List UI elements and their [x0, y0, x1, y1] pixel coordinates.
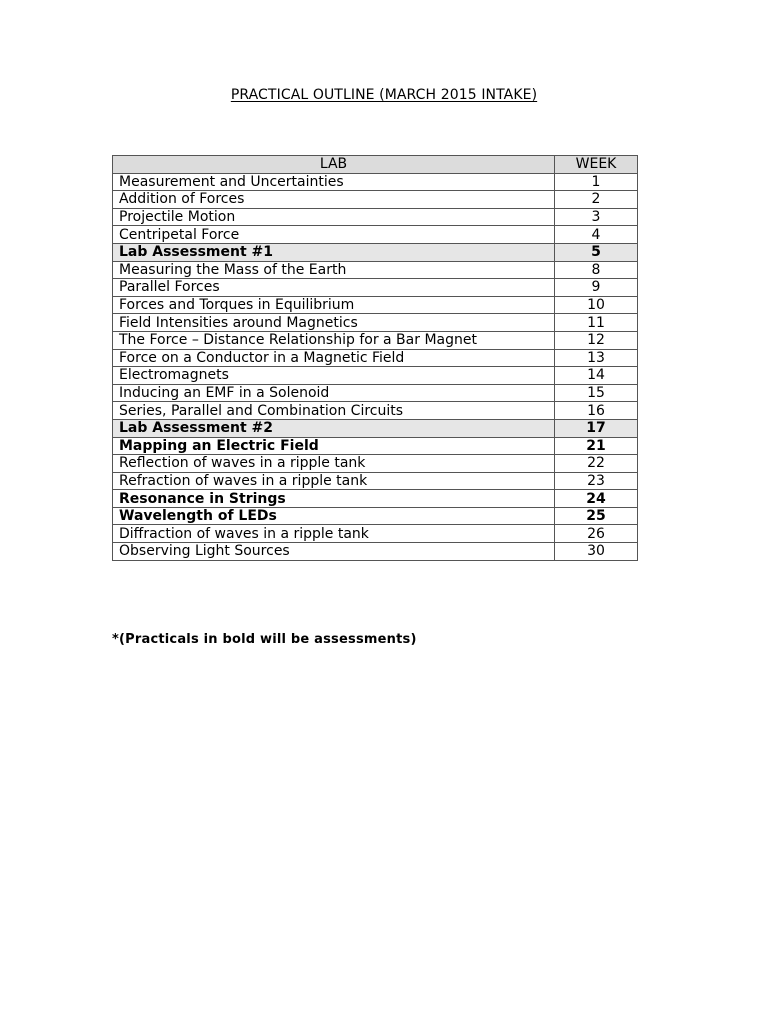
- lab-name-cell: Mapping an Electric Field: [113, 437, 555, 455]
- lab-name-cell: Measuring the Mass of the Earth: [113, 261, 555, 279]
- week-number-cell: 21: [555, 437, 638, 455]
- week-number-cell: 10: [555, 296, 638, 314]
- week-column-header: WEEK: [555, 156, 638, 174]
- table-row: [113, 455, 638, 473]
- table-row: [113, 331, 638, 349]
- table-row: [113, 173, 638, 191]
- week-number-cell: 17: [555, 419, 638, 437]
- table-row: [113, 349, 638, 367]
- table-row: [113, 191, 638, 209]
- lab-name-cell: Parallel Forces: [113, 279, 555, 297]
- lab-name-cell: Lab Assessment #2: [113, 419, 555, 437]
- week-number-cell: 3: [555, 208, 638, 226]
- lab-column-header: LAB: [113, 156, 555, 174]
- lab-name-cell: Electromagnets: [113, 367, 555, 385]
- table-row: [113, 384, 638, 402]
- table-row: [113, 296, 638, 314]
- table-row: [113, 472, 638, 490]
- lab-name-cell: Force on a Conductor in a Magnetic Field: [113, 349, 555, 367]
- week-number-cell: 12: [555, 331, 638, 349]
- table-row: [113, 437, 638, 455]
- week-number-cell: 2: [555, 191, 638, 209]
- week-number-cell: 15: [555, 384, 638, 402]
- practical-outline-table: [112, 155, 638, 561]
- document-title: PRACTICAL OUTLINE (MARCH 2015 INTAKE): [230, 87, 538, 103]
- lab-name-cell: Inducing an EMF in a Solenoid: [113, 384, 555, 402]
- table-row: [113, 525, 638, 543]
- table-row: [113, 226, 638, 244]
- lab-name-cell: Observing Light Sources: [113, 543, 555, 561]
- week-number-cell: 4: [555, 226, 638, 244]
- table-row: [113, 419, 638, 437]
- lab-name-cell: Addition of Forces: [113, 191, 555, 209]
- lab-name-cell: Resonance in Strings: [113, 490, 555, 508]
- table-row: [113, 507, 638, 525]
- week-number-cell: 26: [555, 525, 638, 543]
- week-number-cell: 5: [555, 243, 638, 261]
- week-number-cell: 25: [555, 507, 638, 525]
- lab-name-cell: Refraction of waves in a ripple tank: [113, 472, 555, 490]
- table-row: [113, 243, 638, 261]
- table-row: [113, 261, 638, 279]
- week-number-cell: 9: [555, 279, 638, 297]
- lab-name-cell: Series, Parallel and Combination Circuits: [113, 402, 555, 420]
- table-row: [113, 367, 638, 385]
- week-number-cell: 13: [555, 349, 638, 367]
- lab-name-cell: Forces and Torques in Equilibrium: [113, 296, 555, 314]
- lab-name-cell: Reflection of waves in a ripple tank: [113, 455, 555, 473]
- week-number-cell: 23: [555, 472, 638, 490]
- week-number-cell: 16: [555, 402, 638, 420]
- table-row: [113, 490, 638, 508]
- week-number-cell: 1: [555, 173, 638, 191]
- week-number-cell: 22: [555, 455, 638, 473]
- lab-name-cell: Diffraction of waves in a ripple tank: [113, 525, 555, 543]
- week-number-cell: 14: [555, 367, 638, 385]
- lab-name-cell: The Force – Distance Relationship for a Bar Magnet: [113, 331, 555, 349]
- table-row: [113, 543, 638, 561]
- assessment-footnote: *(Practicals in bold will be assessments): [112, 632, 417, 647]
- table-row: [113, 208, 638, 226]
- lab-name-cell: Measurement and Uncertainties: [113, 173, 555, 191]
- lab-name-cell: Wavelength of LEDs: [113, 507, 555, 525]
- lab-name-cell: Lab Assessment #1: [113, 243, 555, 261]
- table-row: [113, 279, 638, 297]
- lab-name-cell: Centripetal Force: [113, 226, 555, 244]
- table-header-row: [113, 156, 638, 174]
- table-body: [113, 173, 638, 560]
- lab-name-cell: Projectile Motion: [113, 208, 555, 226]
- week-number-cell: 8: [555, 261, 638, 279]
- table-row: [113, 314, 638, 332]
- week-number-cell: 30: [555, 543, 638, 561]
- table-row: [113, 402, 638, 420]
- week-number-cell: 11: [555, 314, 638, 332]
- week-number-cell: 24: [555, 490, 638, 508]
- lab-name-cell: Field Intensities around Magnetics: [113, 314, 555, 332]
